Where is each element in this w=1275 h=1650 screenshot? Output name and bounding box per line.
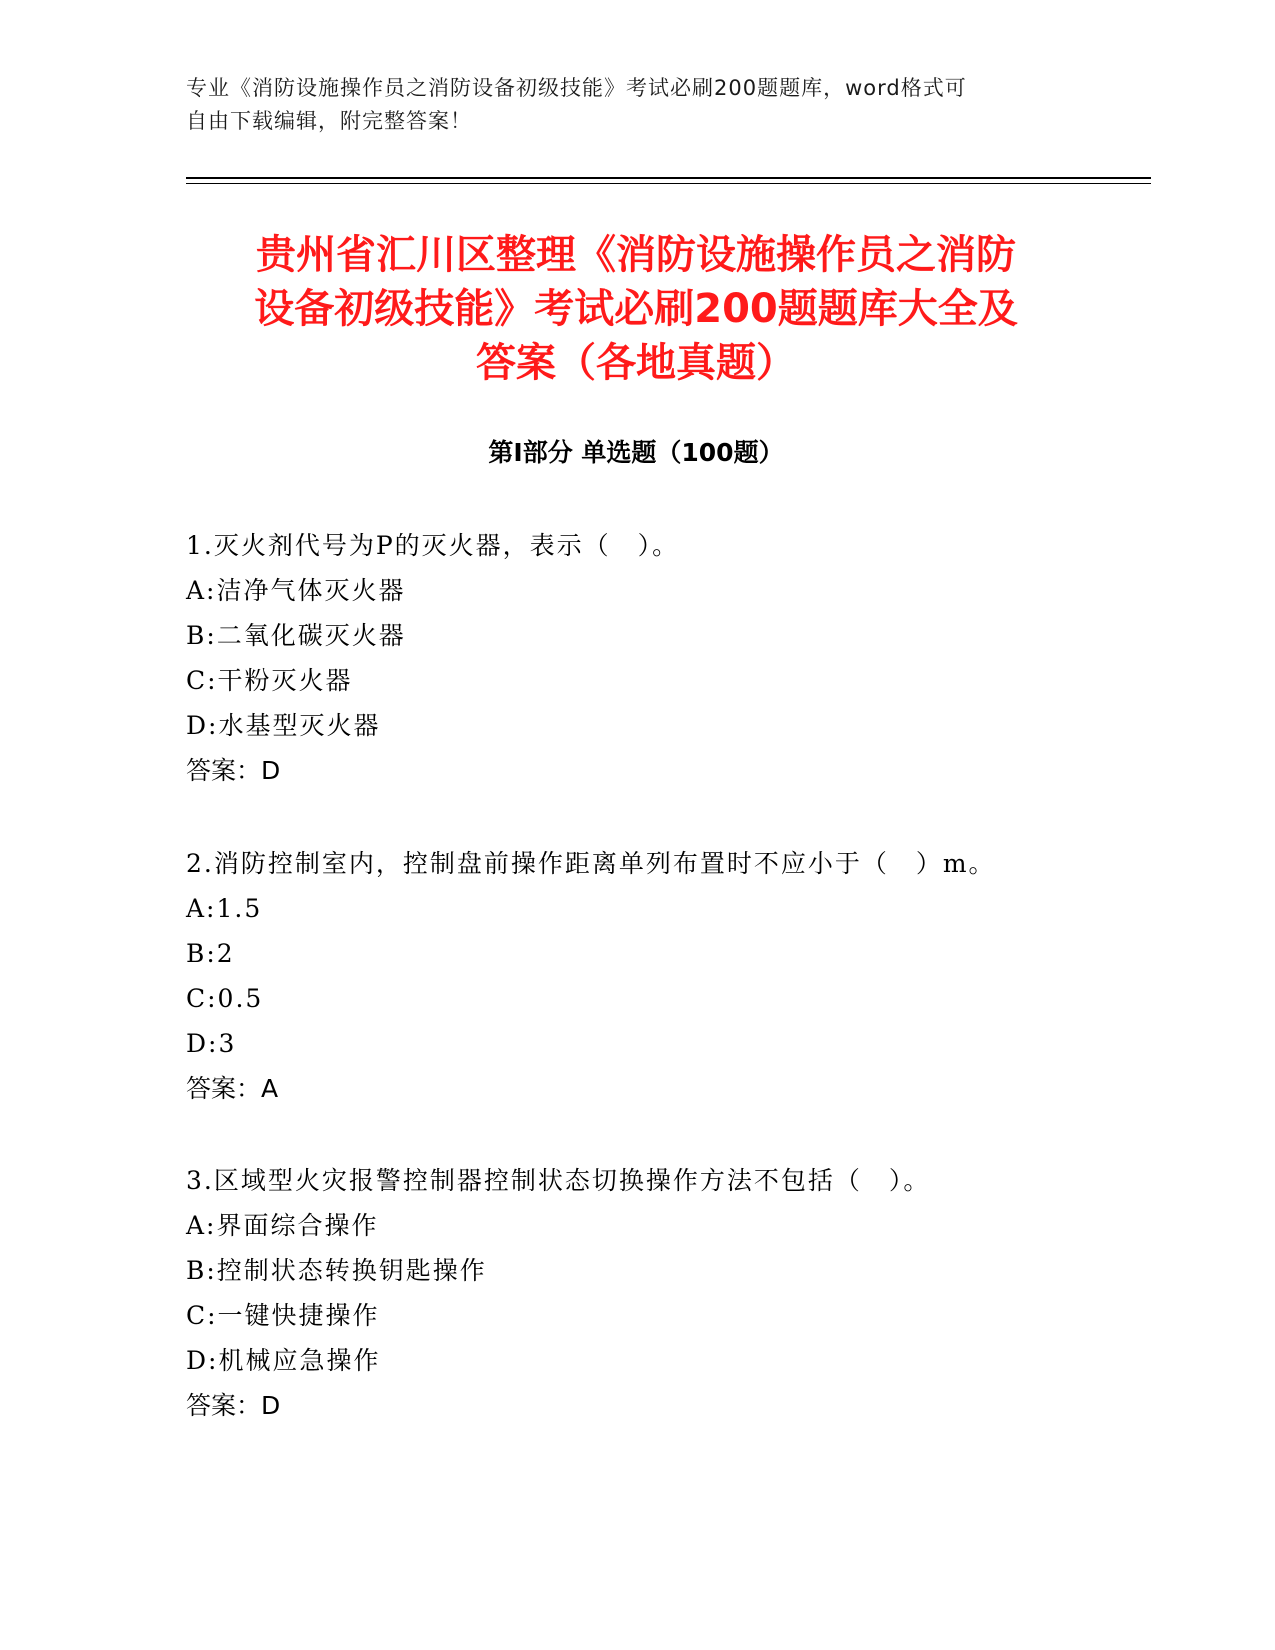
option-a: A:界面综合操作 [186,1211,379,1240]
option-a: A:1.5 [186,894,263,923]
header-note-line-1: 专业《消防设施操作员之消防设备初级技能》考试必刷200题题库，word格式可 [186,76,967,100]
question-1 [186,523,1086,793]
question-2 [186,841,1086,1111]
question-stem: 1.灭火剂代号为P的灭火器，表示（ ）。 [186,531,680,560]
question-stem: 3.区域型火灾报警控制器控制状态切换操作方法不包括（ ）。 [186,1166,931,1195]
header-divider-thin [186,183,1151,184]
document-title-line-1: 贵州省汇川区整理《消防设施操作员之消防 [256,232,1016,278]
answer: 答案：D [186,1391,281,1420]
document-title [186,228,1086,390]
question-3 [186,1158,1086,1428]
header-note [186,72,1066,138]
option-b: B:二氧化碳灭火器 [186,621,406,650]
option-d: D:水基型灭火器 [186,711,381,740]
header-note-line-2: 自由下载编辑，附完整答案！ [186,109,472,133]
option-c: C:0.5 [186,984,264,1013]
header-divider-thick [186,177,1151,179]
document-title-line-2: 设备初级技能》考试必刷200题题库大全及 [254,286,1018,332]
option-d: D:机械应急操作 [186,1346,381,1375]
section-heading: 第I部分 单选题（100题） [488,438,784,467]
answer: 答案：A [186,1074,279,1103]
answer: 答案：D [186,756,281,785]
option-a: A:洁净气体灭火器 [186,576,406,605]
option-c: C:干粉灭火器 [186,666,353,695]
question-stem: 2.消防控制室内，控制盘前操作距离单列布置时不应小于（ ）m。 [186,849,996,878]
option-c: C:一键快捷操作 [186,1301,380,1330]
option-d: D:3 [186,1029,237,1058]
option-b: B:2 [186,939,235,968]
option-b: B:控制状态转换钥匙操作 [186,1256,487,1285]
document-title-line-3: 答案（各地真题） [476,340,796,386]
